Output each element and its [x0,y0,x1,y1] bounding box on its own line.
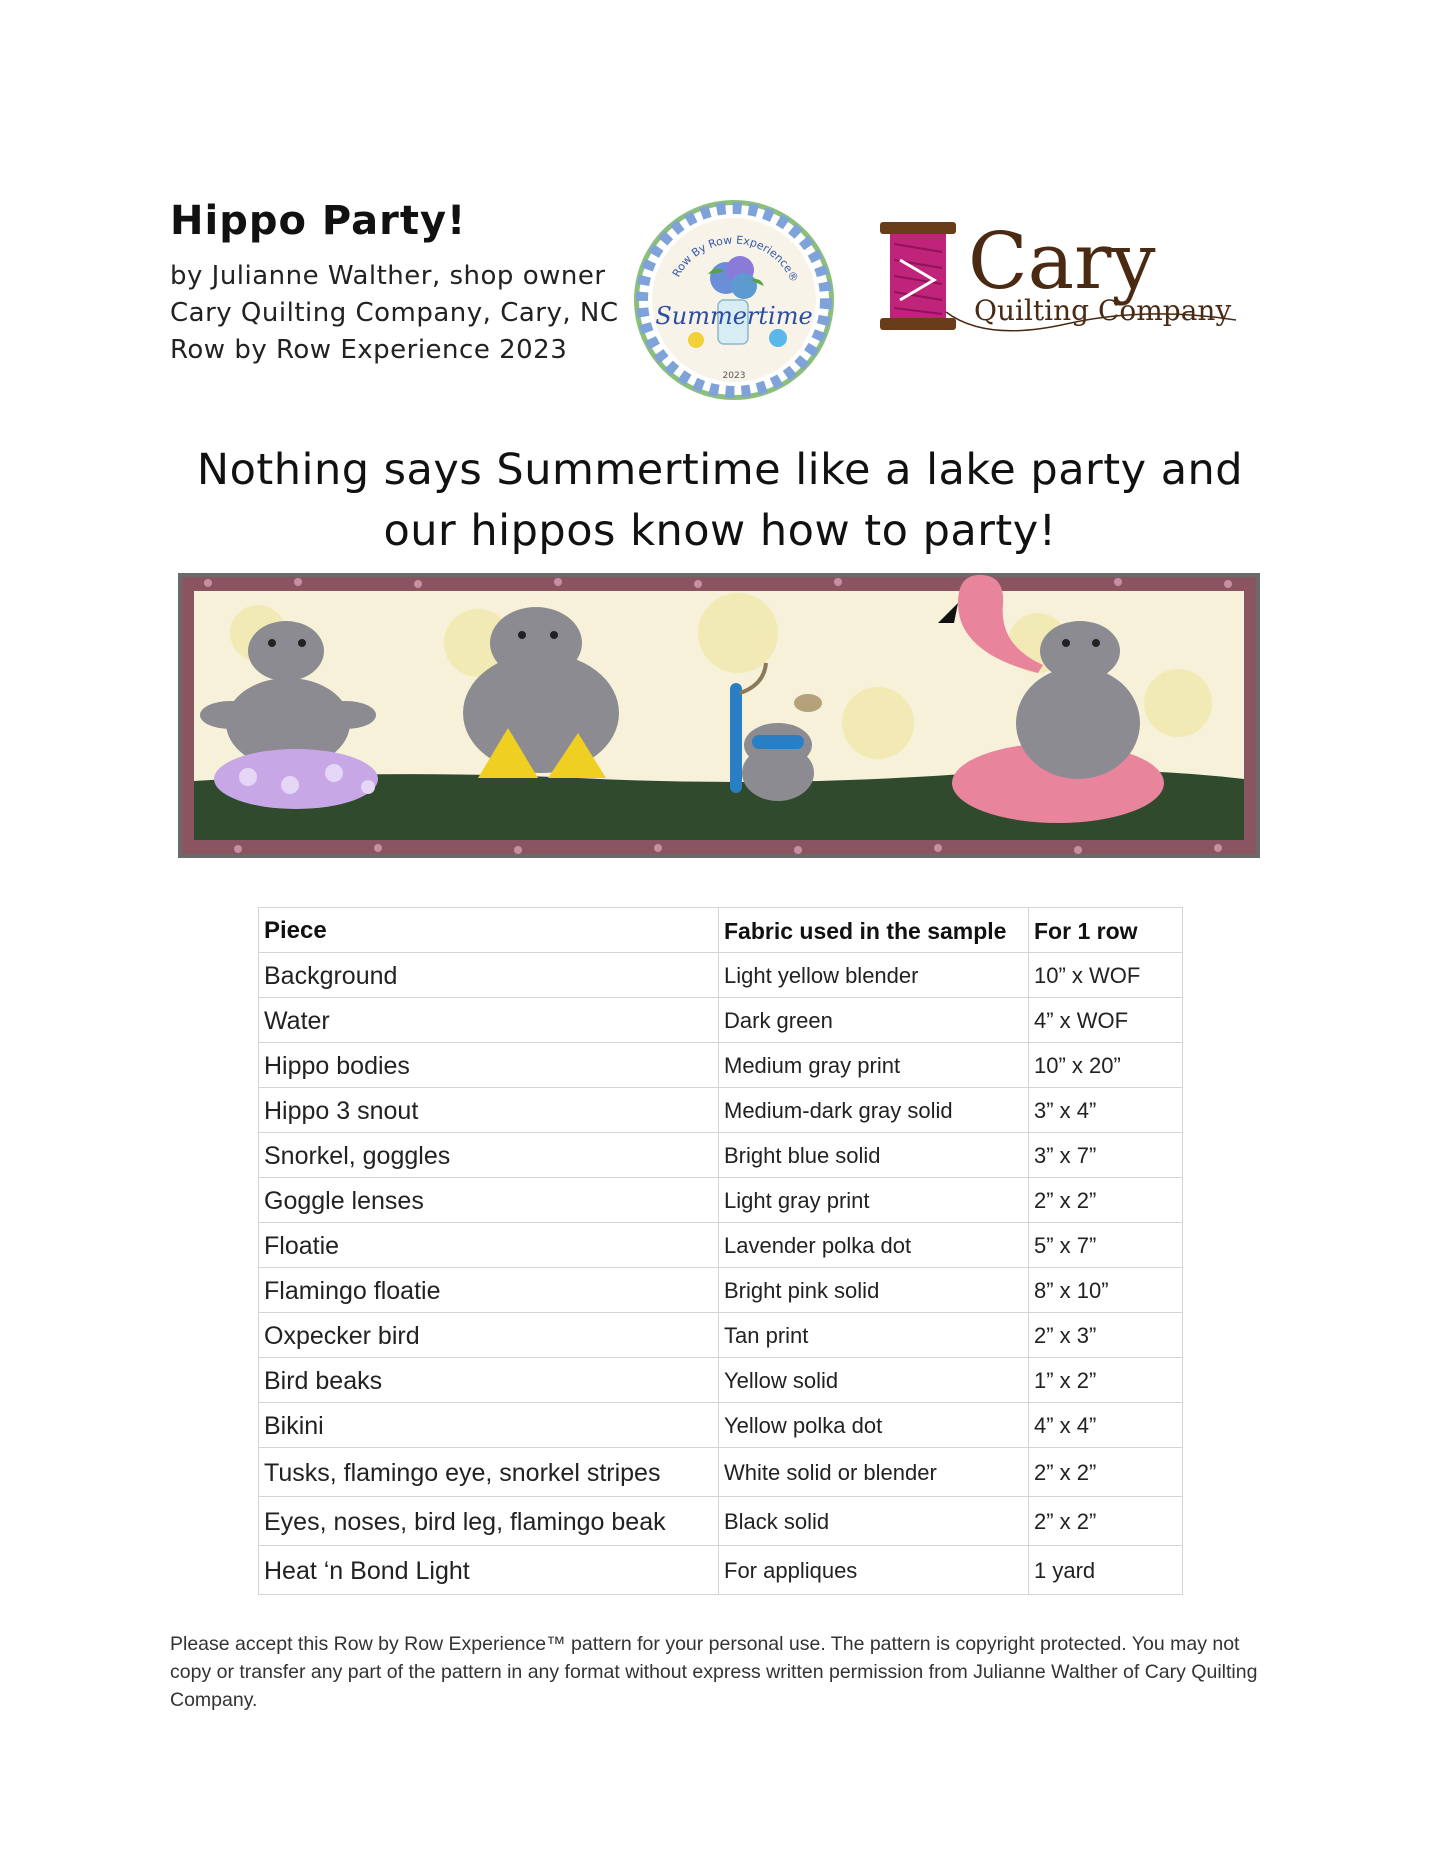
table-row [259,1223,1183,1268]
cary-quilting-logo [876,200,1256,350]
fabric-requirements-table [258,907,1183,1595]
cell-fabric: Light yellow blender [719,953,1029,998]
cell-fabric: Yellow polka dot [719,1403,1029,1448]
table-row [259,1043,1183,1088]
hippo-party-quilt-photo [178,573,1260,858]
cell-fabric: Medium gray print [719,1043,1029,1088]
logo-subtitle: Quilting Company [974,294,1232,327]
copyright-notice: Please accept this Row by Row Experience™ pattern for your personal use. The pattern is copyright protected. You may not copy or transfer any part of the pattern in any format without express written permission from Julianne Walther of Cary Quilting Company. [170,1633,1258,1711]
cell-piece: Heat ‘n Bond Light [259,1546,719,1595]
cell-amount: 1 yard [1029,1546,1183,1595]
cell-amount: 2” x 2” [1029,1448,1183,1497]
col-header-fabric: Fabric used in the sample [719,908,1029,953]
table-row [259,1133,1183,1178]
table-row [259,1088,1183,1133]
cell-piece: Tusks, flamingo eye, snorkel stripes [259,1448,719,1497]
table-row [259,1497,1183,1546]
cell-piece: Background [259,953,719,998]
table-header-row [259,908,1183,953]
cell-fabric: Yellow solid [719,1358,1029,1403]
tagline [170,440,1270,562]
table-row [259,1448,1183,1497]
cell-amount: 10” x WOF [1029,953,1183,998]
table-row [259,1178,1183,1223]
pattern-title: Hippo Party! [170,198,467,244]
header [170,198,630,369]
cell-amount: 2” x 2” [1029,1497,1183,1546]
cell-piece: Flamingo floatie [259,1268,719,1313]
col-header-amount: For 1 row [1029,908,1183,953]
tagline-line-2: our hippos know how to party! [383,506,1057,556]
tagline-line-1: Nothing says Summertime like a lake party and [196,445,1244,495]
cell-fabric: Tan print [719,1313,1029,1358]
cell-piece: Oxpecker bird [259,1313,719,1358]
cell-piece: Water [259,998,719,1043]
table-row [259,1313,1183,1358]
table-row [259,1546,1183,1595]
cell-piece: Goggle lenses [259,1178,719,1223]
cell-fabric: White solid or blender [719,1448,1029,1497]
cell-amount: 10” x 20” [1029,1043,1183,1088]
cell-fabric: Black solid [719,1497,1029,1546]
cell-amount: 2” x 2” [1029,1178,1183,1223]
cell-piece: Bird beaks [259,1358,719,1403]
cell-amount: 3” x 7” [1029,1133,1183,1178]
col-header-piece: Piece [259,908,719,953]
cell-fabric: For appliques [719,1546,1029,1595]
cell-fabric: Lavender polka dot [719,1223,1029,1268]
byline-shop: Cary Quilting Company, Cary, NC [170,298,619,328]
cell-amount: 2” x 3” [1029,1313,1183,1358]
cell-amount: 8” x 10” [1029,1268,1183,1313]
badge-script-text: Summertime [655,302,813,330]
table-row [259,953,1183,998]
summertime-badge-logo [632,198,836,402]
cell-amount: 4” x WOF [1029,998,1183,1043]
byline-author: by Julianne Walther, shop owner [170,261,606,291]
logo-name: Cary [968,217,1156,307]
cell-amount: 3” x 4” [1029,1088,1183,1133]
cell-amount: 5” x 7” [1029,1223,1183,1268]
byline-event: Row by Row Experience 2023 [170,335,568,365]
cell-piece: Snorkel, goggles [259,1133,719,1178]
cell-piece: Hippo bodies [259,1043,719,1088]
cell-fabric: Dark green [719,998,1029,1043]
cell-piece: Bikini [259,1403,719,1448]
cell-fabric: Medium-dark gray solid [719,1088,1029,1133]
table-row [259,1358,1183,1403]
cell-fabric: Bright blue solid [719,1133,1029,1178]
cell-fabric: Light gray print [719,1178,1029,1223]
cell-fabric: Bright pink solid [719,1268,1029,1313]
cell-piece: Floatie [259,1223,719,1268]
table-row [259,1268,1183,1313]
table-row [259,1403,1183,1448]
cell-amount: 1” x 2” [1029,1358,1183,1403]
table-row [259,998,1183,1043]
cell-amount: 4” x 4” [1029,1403,1183,1448]
badge-year: 2023 [722,371,746,381]
cell-piece: Hippo 3 snout [259,1088,719,1133]
cell-piece: Eyes, noses, bird leg, flamingo beak [259,1497,719,1546]
badge-arc-text: Row By Row Experience® [669,233,801,285]
